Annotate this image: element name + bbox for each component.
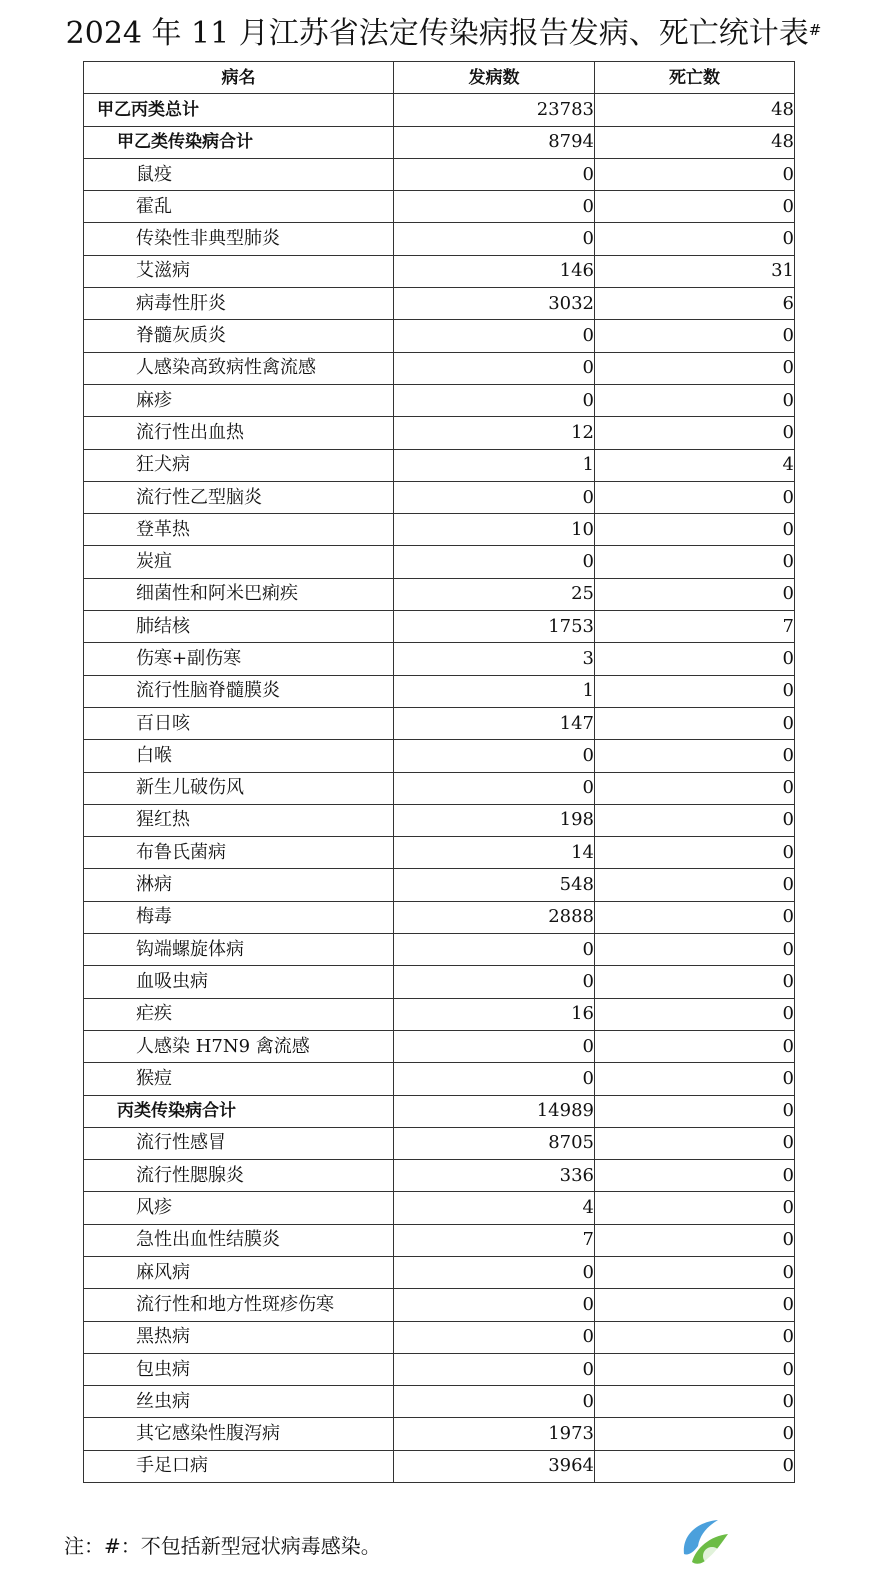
deaths-cell: 0: [595, 643, 795, 675]
incidence-cell: 0: [394, 546, 595, 578]
incidence-cell: 1973: [394, 1418, 595, 1450]
incidence-cell: 4: [394, 1192, 595, 1224]
incidence-cell: 0: [394, 934, 595, 966]
deaths-cell: 0: [595, 1386, 795, 1418]
disease-name-cell: 甲乙类传染病合计: [84, 126, 394, 158]
deaths-cell: 0: [595, 1063, 795, 1095]
disease-name-cell: 病毒性肝炎: [84, 288, 394, 320]
disease-name-cell: 丝虫病: [84, 1386, 394, 1418]
incidence-cell: 1753: [394, 611, 595, 643]
disease-name-cell: 细菌性和阿米巴痢疾: [84, 578, 394, 610]
table-row: [84, 1063, 795, 1095]
disease-name-cell: 流行性感冒: [84, 1127, 394, 1159]
disease-name-cell: 流行性脑脊髓膜炎: [84, 675, 394, 707]
incidence-cell: 3964: [394, 1450, 595, 1482]
incidence-cell: 0: [394, 1289, 595, 1321]
disease-name-cell: 白喉: [84, 740, 394, 772]
disease-name-cell: 急性出血性结膜炎: [84, 1224, 394, 1256]
disease-name-cell: 黑热病: [84, 1321, 394, 1353]
deaths-cell: 0: [595, 514, 795, 546]
incidence-cell: 0: [394, 1063, 595, 1095]
deaths-cell: 0: [595, 481, 795, 513]
table-row: [84, 934, 795, 966]
incidence-cell: 1: [394, 675, 595, 707]
incidence-cell: 8705: [394, 1127, 595, 1159]
incidence-cell: 146: [394, 255, 595, 287]
table-row: [84, 804, 795, 836]
table-row: [84, 966, 795, 998]
deaths-cell: 0: [595, 869, 795, 901]
table-row: [84, 1450, 795, 1482]
table-row: [84, 1127, 795, 1159]
watermark-logo: [674, 1512, 734, 1572]
deaths-cell: 0: [595, 998, 795, 1030]
title-text: 2024 年 11 月江苏省法定传染病报告发病、死亡统计表: [65, 16, 809, 51]
deaths-cell: 0: [595, 675, 795, 707]
table-row: [84, 1418, 795, 1450]
disease-name-cell: 风疹: [84, 1192, 394, 1224]
incidence-cell: 2888: [394, 901, 595, 933]
incidence-cell: 16: [394, 998, 595, 1030]
disease-name-cell: 艾滋病: [84, 255, 394, 287]
table-row: [84, 320, 795, 352]
deaths-cell: 6: [595, 288, 795, 320]
disease-name-cell: 猩红热: [84, 804, 394, 836]
incidence-cell: 12: [394, 417, 595, 449]
incidence-cell: 0: [394, 223, 595, 255]
incidence-cell: 0: [394, 1353, 595, 1385]
table-row: [84, 901, 795, 933]
disease-name-cell: 丙类传染病合计: [84, 1095, 394, 1127]
table-row: [84, 772, 795, 804]
table-row: [84, 126, 795, 158]
deaths-cell: 4: [595, 449, 795, 481]
incidence-cell: 3032: [394, 288, 595, 320]
incidence-cell: 14989: [394, 1095, 595, 1127]
table-row: [84, 1224, 795, 1256]
incidence-cell: 0: [394, 481, 595, 513]
disease-name-cell: 甲乙丙类总计: [84, 94, 394, 126]
incidence-cell: 10: [394, 514, 595, 546]
deaths-cell: 0: [595, 707, 795, 739]
incidence-cell: 147: [394, 707, 595, 739]
disease-name-cell: 布鲁氏菌病: [84, 837, 394, 869]
deaths-cell: 31: [595, 255, 795, 287]
deaths-cell: 0: [595, 1030, 795, 1062]
incidence-cell: 0: [394, 1030, 595, 1062]
deaths-cell: 48: [595, 94, 795, 126]
disease-name-cell: 登革热: [84, 514, 394, 546]
deaths-cell: 7: [595, 611, 795, 643]
deaths-cell: 0: [595, 966, 795, 998]
table-row: [84, 223, 795, 255]
table-row: [84, 191, 795, 223]
disease-name-cell: 钩端螺旋体病: [84, 934, 394, 966]
table-row: [84, 1095, 795, 1127]
disease-name-cell: 人感染高致病性禽流感: [84, 352, 394, 384]
disease-name-cell: 肺结核: [84, 611, 394, 643]
incidence-cell: 25: [394, 578, 595, 610]
deaths-cell: 0: [595, 901, 795, 933]
disease-name-cell: 疟疾: [84, 998, 394, 1030]
incidence-cell: 0: [394, 1386, 595, 1418]
table-row: [84, 384, 795, 416]
disease-name-cell: 新生儿破伤风: [84, 772, 394, 804]
deaths-cell: 0: [595, 934, 795, 966]
table-row: [84, 1289, 795, 1321]
disease-name-cell: 流行性和地方性斑疹伤寒: [84, 1289, 394, 1321]
disease-name-cell: 梅毒: [84, 901, 394, 933]
incidence-cell: 0: [394, 740, 595, 772]
deaths-cell: 0: [595, 1353, 795, 1385]
table-row: [84, 1321, 795, 1353]
incidence-cell: 548: [394, 869, 595, 901]
table-row: [84, 1030, 795, 1062]
title-footnote-mark: #: [808, 21, 822, 39]
deaths-cell: 0: [595, 1256, 795, 1288]
statistics-table: [83, 61, 795, 1483]
table-row: [84, 869, 795, 901]
table-row: [84, 352, 795, 384]
incidence-cell: 1: [394, 449, 595, 481]
table-row: [84, 288, 795, 320]
incidence-cell: 0: [394, 1321, 595, 1353]
deaths-cell: 0: [595, 804, 795, 836]
deaths-cell: 0: [595, 384, 795, 416]
header-disease-name: 病名: [84, 62, 394, 94]
deaths-cell: 0: [595, 1418, 795, 1450]
disease-name-cell: 麻疹: [84, 384, 394, 416]
incidence-cell: 0: [394, 158, 595, 190]
deaths-cell: 0: [595, 1095, 795, 1127]
deaths-cell: 0: [595, 1224, 795, 1256]
disease-name-cell: 流行性乙型脑炎: [84, 481, 394, 513]
deaths-cell: 0: [595, 578, 795, 610]
leaf-logo-icon: [674, 1512, 734, 1572]
table-row: [84, 1256, 795, 1288]
deaths-cell: 0: [595, 837, 795, 869]
deaths-cell: 0: [595, 223, 795, 255]
table-row: [84, 449, 795, 481]
deaths-cell: 0: [595, 1127, 795, 1159]
disease-name-cell: 霍乱: [84, 191, 394, 223]
deaths-cell: 0: [595, 1450, 795, 1482]
table-row: [84, 1386, 795, 1418]
table-row: [84, 417, 795, 449]
incidence-cell: 198: [394, 804, 595, 836]
disease-name-cell: 流行性腮腺炎: [84, 1160, 394, 1192]
table-row: [84, 837, 795, 869]
incidence-cell: 14: [394, 837, 595, 869]
table-header-row: [84, 62, 795, 94]
table-row: [84, 546, 795, 578]
disease-name-cell: 其它感染性腹泻病: [84, 1418, 394, 1450]
disease-name-cell: 手足口病: [84, 1450, 394, 1482]
disease-name-cell: 百日咳: [84, 707, 394, 739]
disease-name-cell: 流行性出血热: [84, 417, 394, 449]
incidence-cell: 8794: [394, 126, 595, 158]
deaths-cell: 0: [595, 352, 795, 384]
footnote: 注：#：不包括新型冠状病毒感染。: [64, 1534, 381, 1558]
disease-name-cell: 传染性非典型肺炎: [84, 223, 394, 255]
incidence-cell: 3: [394, 643, 595, 675]
deaths-cell: 0: [595, 1192, 795, 1224]
disease-name-cell: 人感染 H7N9 禽流感: [84, 1030, 394, 1062]
deaths-cell: 0: [595, 191, 795, 223]
deaths-cell: 0: [595, 546, 795, 578]
disease-name-cell: 麻风病: [84, 1256, 394, 1288]
table-row: [84, 158, 795, 190]
disease-name-cell: 猴痘: [84, 1063, 394, 1095]
incidence-cell: 0: [394, 966, 595, 998]
table-row: [84, 1353, 795, 1385]
deaths-cell: 0: [595, 417, 795, 449]
disease-name-cell: 炭疽: [84, 546, 394, 578]
table-row: [84, 998, 795, 1030]
disease-name-cell: 淋病: [84, 869, 394, 901]
table-row: [84, 514, 795, 546]
header-deaths: 死亡数: [595, 62, 795, 94]
disease-name-cell: 脊髓灰质炎: [84, 320, 394, 352]
incidence-cell: 0: [394, 352, 595, 384]
deaths-cell: 0: [595, 1321, 795, 1353]
deaths-cell: 0: [595, 740, 795, 772]
incidence-cell: 0: [394, 320, 595, 352]
table-row: [84, 578, 795, 610]
incidence-cell: 336: [394, 1160, 595, 1192]
table-row: [84, 1192, 795, 1224]
disease-name-cell: 伤寒+副伤寒: [84, 643, 394, 675]
incidence-cell: 0: [394, 384, 595, 416]
deaths-cell: 0: [595, 158, 795, 190]
header-incidence: 发病数: [394, 62, 595, 94]
incidence-cell: 7: [394, 1224, 595, 1256]
incidence-cell: 0: [394, 1256, 595, 1288]
incidence-cell: 0: [394, 772, 595, 804]
incidence-cell: 0: [394, 191, 595, 223]
disease-name-cell: 狂犬病: [84, 449, 394, 481]
deaths-cell: 0: [595, 1160, 795, 1192]
page-title: [0, 14, 887, 54]
deaths-cell: 48: [595, 126, 795, 158]
table-row: [84, 675, 795, 707]
table-row: [84, 481, 795, 513]
table-row: [84, 94, 795, 126]
table-row: [84, 740, 795, 772]
deaths-cell: 0: [595, 772, 795, 804]
table-body: [84, 94, 795, 1483]
table-row: [84, 643, 795, 675]
table-row: [84, 611, 795, 643]
table-row: [84, 707, 795, 739]
disease-name-cell: 鼠疫: [84, 158, 394, 190]
deaths-cell: 0: [595, 320, 795, 352]
table-row: [84, 1160, 795, 1192]
deaths-cell: 0: [595, 1289, 795, 1321]
table-row: [84, 255, 795, 287]
incidence-cell: 23783: [394, 94, 595, 126]
disease-name-cell: 包虫病: [84, 1353, 394, 1385]
disease-name-cell: 血吸虫病: [84, 966, 394, 998]
